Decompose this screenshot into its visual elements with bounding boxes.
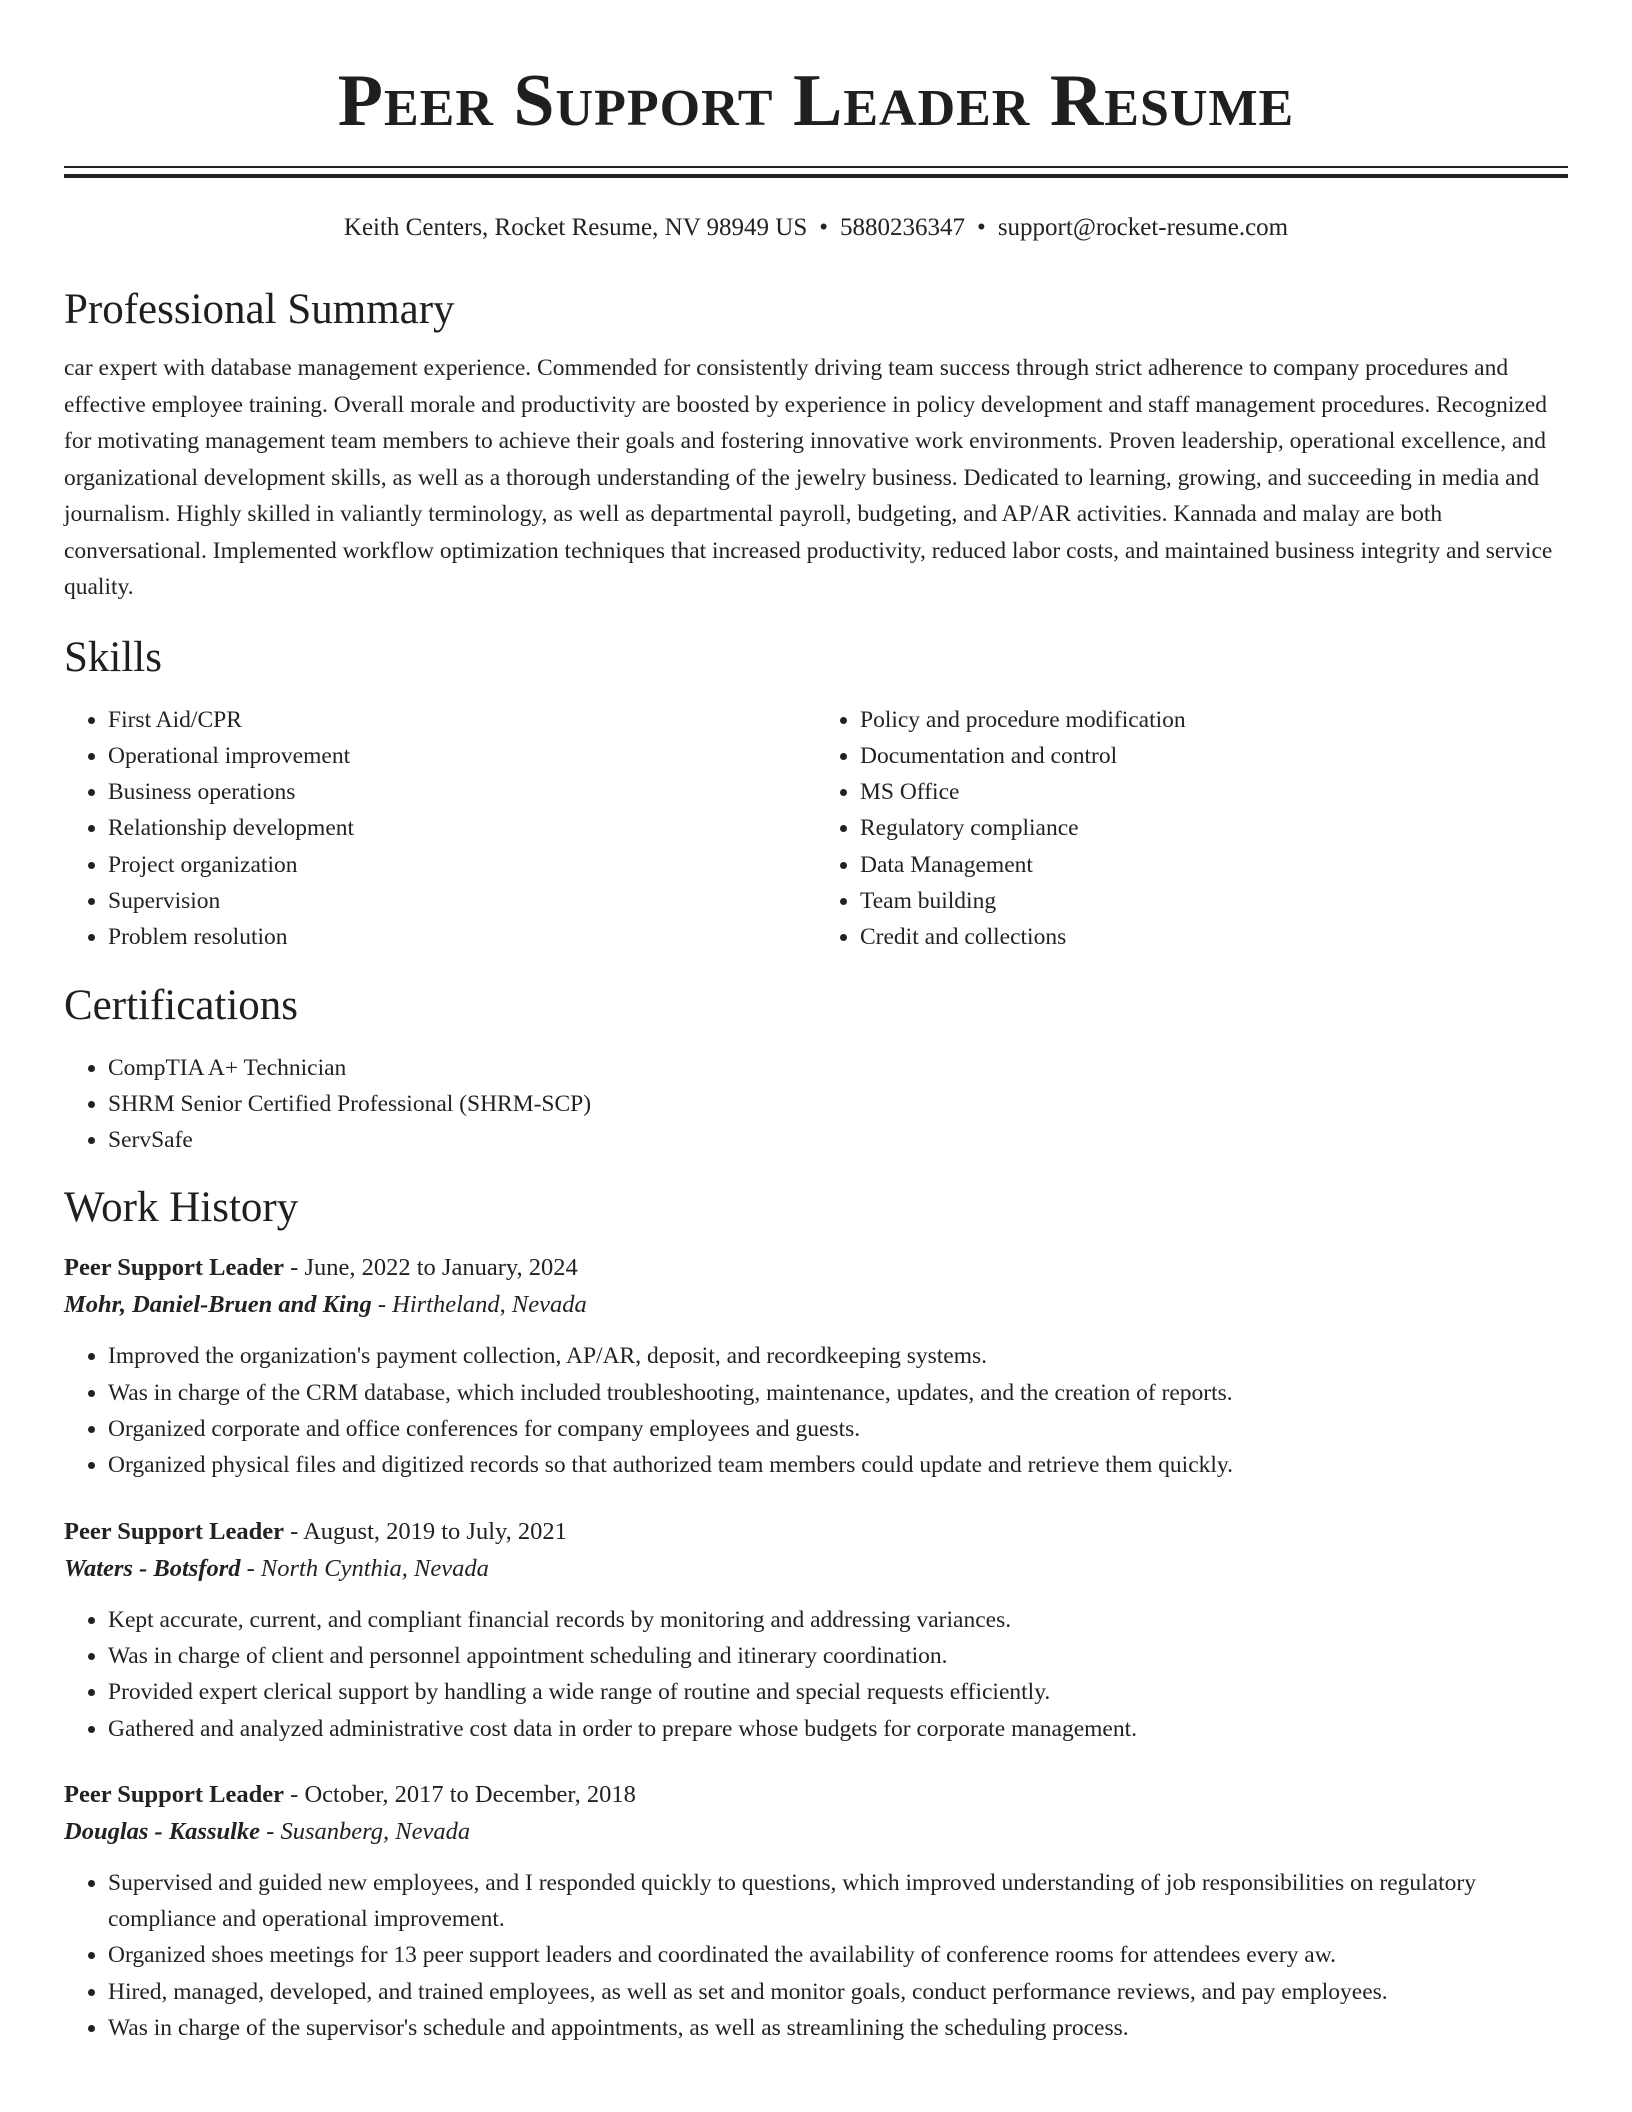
certification-item: • ServSafe bbox=[108, 1122, 1568, 1158]
contact-email: support@rocket-resume.com bbox=[997, 214, 1289, 241]
skill-item: • Policy and procedure modification bbox=[860, 702, 1568, 738]
skill-item: • Regulatory compliance bbox=[860, 810, 1568, 846]
job-bullet: • Improved the organization's payment collection, AP/AR, deposit, and recordkeeping systems. bbox=[108, 1338, 1568, 1374]
skill-item: • Data Management bbox=[860, 847, 1568, 883]
job-company: Douglas - Kassulke bbox=[64, 1817, 261, 1845]
contact-separator: • bbox=[819, 214, 829, 241]
contact-separator: • bbox=[977, 214, 986, 241]
job-entry bbox=[64, 1777, 1568, 2046]
job-role: Peer Support Leader bbox=[64, 1517, 285, 1545]
title-divider-thin bbox=[64, 166, 1568, 168]
job-company-line bbox=[64, 1286, 1568, 1324]
job-location: - North Cynthia, Nevada bbox=[240, 1554, 489, 1582]
certifications-heading: Certifications bbox=[64, 981, 299, 1029]
job-company: Waters - Botsford bbox=[64, 1554, 241, 1582]
job-dates: - August, 2019 to July, 2021 bbox=[284, 1517, 567, 1545]
skill-item: • Operational improvement bbox=[108, 738, 816, 774]
skill-item: • Documentation and control bbox=[860, 738, 1568, 774]
job-company-line bbox=[64, 1813, 1568, 1851]
skill-item: • MS Office bbox=[860, 774, 1568, 810]
job-bullet: • Provided expert clerical support by handling a wide range of routine and special requests efficiently. bbox=[108, 1674, 1568, 1710]
job-bullet: • Kept accurate, current, and compliant financial records by monitoring and addressing variances. bbox=[108, 1602, 1568, 1638]
job-bullet: • Was in charge of the CRM database, which included troubleshooting, maintenance, updates, and the creation of reports. bbox=[108, 1375, 1568, 1411]
resume-title: Peer Support Leader Resume bbox=[337, 60, 1295, 142]
skills-heading: Skills bbox=[64, 633, 162, 681]
job-company: Mohr, Daniel-Bruen and King bbox=[64, 1291, 372, 1319]
job-bullet: • Organized physical files and digitized records so that authorized team members could update and retrieve them quickly. bbox=[108, 1447, 1568, 1483]
job-company-line bbox=[64, 1550, 1568, 1588]
job-bullet: • Supervised and guided new employees, and I responded quickly to questions, which improved understanding of job responsibilities on regulatory compliance and operational improvement. bbox=[108, 1865, 1568, 1938]
skill-item: • First Aid/CPR bbox=[108, 702, 816, 738]
job-location: - Hirtheland, Nevada bbox=[371, 1291, 587, 1319]
job-role: Peer Support Leader bbox=[64, 1780, 285, 1808]
job-title-line bbox=[64, 1514, 1568, 1550]
job-bullets bbox=[64, 1602, 1568, 1747]
job-bullet: • Organized corporate and office conferences for company employees and guests. bbox=[108, 1411, 1568, 1447]
skill-item: • Project organization bbox=[108, 847, 816, 883]
job-bullet: • Organized shoes meetings for 13 peer support leaders and coordinated the availability of conference rooms for attendees every aw. bbox=[108, 1937, 1568, 1973]
job-bullet: • Was in charge of client and personnel appointment scheduling and itinerary coordination. bbox=[108, 1638, 1568, 1674]
job-location: - Susanberg, Nevada bbox=[260, 1817, 471, 1845]
summary-heading: Professional Summary bbox=[64, 286, 455, 333]
job-dates: - June, 2022 to January, 2024 bbox=[284, 1254, 578, 1282]
job-entry bbox=[64, 1250, 1568, 1483]
job-bullets bbox=[64, 1865, 1568, 2046]
certification-item: • CompTIA A+ Technician bbox=[108, 1050, 1568, 1086]
skill-item: • Problem resolution bbox=[108, 919, 816, 955]
job-bullets bbox=[64, 1338, 1568, 1483]
skills-list-right bbox=[816, 702, 1568, 956]
certifications-list bbox=[64, 1050, 1568, 1159]
job-title-line bbox=[64, 1777, 1568, 1813]
job-title-line bbox=[64, 1250, 1568, 1286]
certification-item: • SHRM Senior Certified Professional (SHRM-SCP) bbox=[108, 1086, 1568, 1122]
skill-item: • Credit and collections bbox=[860, 919, 1568, 955]
contact-address: Keith Centers, Rocket Resume, NV 98949 US bbox=[343, 214, 808, 241]
work-history-heading: Work History bbox=[64, 1184, 299, 1232]
job-dates: - October, 2017 to December, 2018 bbox=[284, 1780, 636, 1808]
summary-text: car expert with database management experience. Commended for consistently driving team success through strict adherence to company procedures and effective employee training. Overall morale and productivity are boosted by experience in policy development and staff management procedures. Recognized for motivating management team members to achieve their goals and fostering innovative work environments. Proven leadership, operational excellence, and organizational development skills, as well as a thorough understanding of the jewelry business. Dedicated to learning, growing, and succeeding in media and journalism. Highly skilled in valiantly terminology, as well as departmental payroll, budgeting, and AP/AR activities. Kannada and malay are both conversational. Implemented workflow optimization techniques that increased productivity, reduced labor costs, and maintained business integrity and service quality. bbox=[64, 355, 1553, 600]
skill-item: • Business operations bbox=[108, 774, 816, 810]
title-divider-thick bbox=[64, 174, 1568, 178]
job-entry bbox=[64, 1514, 1568, 1747]
job-bullet: • Gathered and analyzed administrative cost data in order to prepare whose budgets for corporate management. bbox=[108, 1711, 1568, 1747]
skills-list-left bbox=[64, 702, 816, 956]
skill-item: • Supervision bbox=[108, 883, 816, 919]
job-role: Peer Support Leader bbox=[64, 1254, 285, 1282]
job-bullet: • Hired, managed, developed, and trained employees, as well as set and monitor goals, conduct performance reviews, and pay employees. bbox=[108, 1974, 1568, 2010]
skill-item: • Team building bbox=[860, 883, 1568, 919]
contact-phone: 5880236347 bbox=[840, 214, 966, 241]
skills-columns bbox=[64, 702, 1568, 956]
job-bullet: • Was in charge of the supervisor's schedule and appointments, as well as streamlining the scheduling process. bbox=[108, 2010, 1568, 2046]
skill-item: • Relationship development bbox=[108, 810, 816, 846]
contact-line bbox=[64, 212, 1568, 244]
